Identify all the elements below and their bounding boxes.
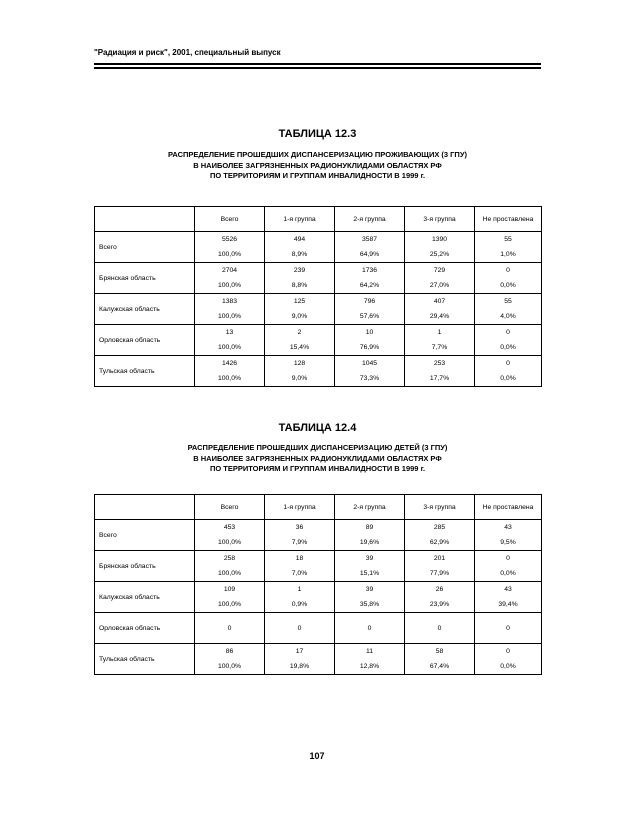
percent-value: 7,7% xyxy=(431,344,448,351)
count-value: 58 xyxy=(435,648,444,655)
row-label: Калужская область xyxy=(95,294,195,325)
count-value: 55 xyxy=(504,236,512,243)
count-value: 239 xyxy=(293,267,306,274)
percent-value: 8,9% xyxy=(291,251,308,258)
count-value: 1736 xyxy=(361,267,378,274)
data-cell xyxy=(335,325,405,356)
table1-subtitle-line: В НАИБОЛЕЕ ЗАГРЯЗНЕННЫХ РАДИОНУКЛИДАМИ ОБЛАСТЯХ РФ xyxy=(193,160,442,170)
percent-value: 19,6% xyxy=(359,539,380,546)
column-header: Всего xyxy=(195,207,265,232)
column-header: 2-я группа xyxy=(335,495,405,520)
count-value: 43 xyxy=(504,586,512,593)
data-cell xyxy=(405,551,475,582)
table2-subtitle xyxy=(94,443,541,475)
data-cell xyxy=(405,582,475,613)
percent-value: 62,9% xyxy=(429,539,450,546)
column-header: Всего xyxy=(195,495,265,520)
table-row xyxy=(95,520,542,551)
data-cell xyxy=(265,613,335,644)
data-cell xyxy=(265,232,335,263)
data-cell xyxy=(405,356,475,387)
count-value: 11 xyxy=(365,648,374,655)
data-cell xyxy=(195,263,265,294)
data-cell xyxy=(195,294,265,325)
count-value: 201 xyxy=(433,555,446,562)
percent-value: 35,8% xyxy=(359,601,380,608)
percent-value: 0,0% xyxy=(500,570,516,577)
data-cell xyxy=(195,325,265,356)
table-row xyxy=(95,294,542,325)
row-label: Всего xyxy=(95,232,195,263)
row-label: Орловская область xyxy=(95,613,195,644)
count-value: 253 xyxy=(433,360,446,367)
data-cell xyxy=(405,294,475,325)
data-cell xyxy=(265,325,335,356)
percent-value: 39,4% xyxy=(498,601,518,608)
data-cell xyxy=(195,356,265,387)
data-cell xyxy=(475,644,542,675)
table-row xyxy=(95,356,542,387)
percent-value: 64,2% xyxy=(359,282,380,289)
count-value: 39 xyxy=(365,586,374,593)
count-value: 0 xyxy=(506,360,510,367)
percent-value: 100,0% xyxy=(217,375,242,382)
data-cell xyxy=(335,644,405,675)
data-cell xyxy=(195,582,265,613)
count-value: 0 xyxy=(227,624,232,632)
row-label: Тульская область xyxy=(95,356,195,387)
table2 xyxy=(94,494,542,675)
count-value: 1426 xyxy=(221,360,238,367)
percent-value: 23,9% xyxy=(429,601,450,608)
data-cell xyxy=(195,613,265,644)
percent-value: 77,9% xyxy=(429,570,450,577)
data-cell xyxy=(335,294,405,325)
column-header: 3-я группа xyxy=(405,495,475,520)
page-number: 107 xyxy=(309,751,325,761)
table-row xyxy=(95,232,542,263)
count-value: 2704 xyxy=(221,267,238,274)
count-value: 125 xyxy=(293,298,306,305)
percent-value: 100,0% xyxy=(217,344,242,351)
data-cell xyxy=(475,325,542,356)
data-cell xyxy=(195,551,265,582)
count-value: 0 xyxy=(506,329,510,336)
table2-subtitle-line: ПО ТЕРРИТОРИЯМ И ГРУППАМ ИНВАЛИДНОСТИ В 1999 г. xyxy=(209,464,426,473)
count-value: 0 xyxy=(367,624,372,632)
row-label: Тульская область xyxy=(95,644,195,675)
percent-value: 64,9% xyxy=(359,251,380,258)
data-cell xyxy=(265,356,335,387)
percent-value: 7,9% xyxy=(291,539,308,546)
data-cell xyxy=(265,644,335,675)
percent-value: 100,0% xyxy=(217,251,242,258)
percent-value: 57,6% xyxy=(359,313,380,320)
count-value: 494 xyxy=(293,236,306,243)
data-cell xyxy=(335,551,405,582)
percent-value: 100,0% xyxy=(217,601,242,608)
percent-value: 100,0% xyxy=(217,663,242,670)
percent-value: 9,5% xyxy=(500,539,516,546)
count-value: 13 xyxy=(225,329,234,336)
count-value: 43 xyxy=(504,524,512,531)
count-value: 55 xyxy=(504,298,512,305)
percent-value: 100,0% xyxy=(217,313,242,320)
percent-value: 15,4% xyxy=(289,344,310,351)
percent-value: 67,4% xyxy=(429,663,450,670)
count-value: 796 xyxy=(363,298,376,305)
column-header: 1-я группа xyxy=(265,207,335,232)
count-value: 10 xyxy=(365,329,374,336)
percent-value: 100,0% xyxy=(217,539,242,546)
percent-value: 17,7% xyxy=(429,375,450,382)
table-corner-cell xyxy=(95,495,195,520)
count-value: 17 xyxy=(295,648,304,655)
percent-value: 100,0% xyxy=(217,282,242,289)
percent-value: 27,0% xyxy=(429,282,450,289)
count-value: 39 xyxy=(365,555,374,562)
count-value: 0 xyxy=(506,648,510,655)
percent-value: 9,0% xyxy=(291,313,308,320)
table-corner-cell xyxy=(95,207,195,232)
data-cell xyxy=(335,356,405,387)
percent-value: 76,9% xyxy=(359,344,380,351)
count-value: 26 xyxy=(435,586,444,593)
count-value: 36 xyxy=(295,524,304,531)
table-row xyxy=(95,551,542,582)
data-cell xyxy=(335,582,405,613)
data-cell xyxy=(265,551,335,582)
percent-value: 8,8% xyxy=(291,282,308,289)
percent-value: 73,3% xyxy=(359,375,380,382)
percent-value: 0,0% xyxy=(500,375,516,382)
column-header: Не проставлена xyxy=(475,207,542,232)
table1-subtitle-line: РАСПРЕДЕЛЕНИЕ ПРОШЕДШИХ ДИСПАНСЕРИЗАЦИЮ ПРОЖИВАЮЩИХ (3 ГПУ) xyxy=(168,150,467,159)
data-cell xyxy=(195,520,265,551)
percent-value: 4,0% xyxy=(500,313,516,320)
percent-value: 15,1% xyxy=(359,570,380,577)
percent-value: 0,0% xyxy=(500,663,516,670)
count-value: 5526 xyxy=(221,236,238,243)
column-header: 1-я группа xyxy=(265,495,335,520)
data-cell xyxy=(475,613,542,644)
count-value: 1045 xyxy=(361,360,378,367)
data-cell xyxy=(475,582,542,613)
table-row xyxy=(95,582,542,613)
data-cell xyxy=(405,325,475,356)
data-cell xyxy=(405,644,475,675)
count-value: 18 xyxy=(295,555,304,562)
data-cell xyxy=(265,294,335,325)
data-cell xyxy=(405,613,475,644)
data-cell xyxy=(405,520,475,551)
data-cell xyxy=(405,263,475,294)
count-value: 285 xyxy=(433,524,446,531)
count-value: 0 xyxy=(297,624,302,632)
table-row xyxy=(95,263,542,294)
row-label: Брянская область xyxy=(95,551,195,582)
count-value: 3587 xyxy=(361,236,378,243)
data-cell xyxy=(195,644,265,675)
table-row xyxy=(95,613,542,644)
table-header-row xyxy=(95,207,542,232)
count-value: 1383 xyxy=(221,298,238,305)
data-cell xyxy=(265,263,335,294)
header-rule xyxy=(94,67,541,69)
count-value: 407 xyxy=(433,298,446,305)
data-cell xyxy=(265,520,335,551)
column-header: 3-я группа xyxy=(405,207,475,232)
percent-value: 1,0% xyxy=(500,251,516,258)
data-cell xyxy=(475,520,542,551)
percent-value: 0,0% xyxy=(500,282,516,289)
data-cell xyxy=(475,356,542,387)
table1-title: ТАБЛИЦА 12.3 xyxy=(278,128,357,140)
data-cell xyxy=(335,613,405,644)
count-value: 109 xyxy=(223,586,236,593)
count-value: 2 xyxy=(297,329,302,336)
table1-subtitle xyxy=(94,150,541,182)
row-label: Всего xyxy=(95,520,195,551)
table-header-row xyxy=(95,495,542,520)
data-cell xyxy=(265,582,335,613)
percent-value: 7,0% xyxy=(291,570,308,577)
data-cell xyxy=(195,232,265,263)
count-value: 453 xyxy=(223,524,236,531)
count-value: 1 xyxy=(297,586,302,593)
column-header: 2-я группа xyxy=(335,207,405,232)
table1-subtitle-line: ПО ТЕРРИТОРИЯМ И ГРУППАМ ИНВАЛИДНОСТИ В 1999 г. xyxy=(209,171,426,180)
percent-value: 100,0% xyxy=(217,570,242,577)
percent-value: 19,8% xyxy=(289,663,310,670)
row-label: Калужская область xyxy=(95,582,195,613)
table2-subtitle-line: В НАИБОЛЕЕ ЗАГРЯЗНЕННЫХ РАДИОНУКЛИДАМИ ОБЛАСТЯХ РФ xyxy=(193,453,442,463)
count-value: 729 xyxy=(433,267,446,274)
count-value: 1390 xyxy=(431,236,448,243)
data-cell xyxy=(475,232,542,263)
header-rule xyxy=(94,63,541,65)
data-cell xyxy=(335,520,405,551)
data-cell xyxy=(475,294,542,325)
count-value: 0 xyxy=(506,624,510,632)
count-value: 0 xyxy=(506,267,510,274)
table-row xyxy=(95,644,542,675)
count-value: 89 xyxy=(365,524,374,531)
percent-value: 0,0% xyxy=(500,344,516,351)
percent-value: 25,2% xyxy=(429,251,450,258)
table2-subtitle-line: РАСПРЕДЕЛЕНИЕ ПРОШЕДШИХ ДИСПАНСЕРИЗАЦИЮ ДЕТЕЙ (3 ГПУ) xyxy=(187,443,448,452)
data-cell xyxy=(335,263,405,294)
count-value: 258 xyxy=(223,555,236,562)
data-cell xyxy=(405,232,475,263)
count-value: 0 xyxy=(506,555,510,562)
running-header: "Радиация и риск", 2001, специальный выпуск xyxy=(94,48,281,57)
row-label: Орловская область xyxy=(95,325,195,356)
count-value: 1 xyxy=(437,329,442,336)
table2-title: ТАБЛИЦА 12.4 xyxy=(278,422,357,434)
table-row xyxy=(95,325,542,356)
table1 xyxy=(94,206,542,387)
percent-value: 12,8% xyxy=(359,663,380,670)
count-value: 86 xyxy=(225,648,234,655)
percent-value: 9,0% xyxy=(291,375,308,382)
row-label: Брянская область xyxy=(95,263,195,294)
count-value: 128 xyxy=(293,360,306,367)
percent-value: 29,4% xyxy=(429,313,450,320)
count-value: 0 xyxy=(437,624,442,632)
data-cell xyxy=(475,263,542,294)
data-cell xyxy=(475,551,542,582)
column-header: Не проставлена xyxy=(475,495,542,520)
data-cell xyxy=(335,232,405,263)
percent-value: 0,9% xyxy=(291,601,308,608)
